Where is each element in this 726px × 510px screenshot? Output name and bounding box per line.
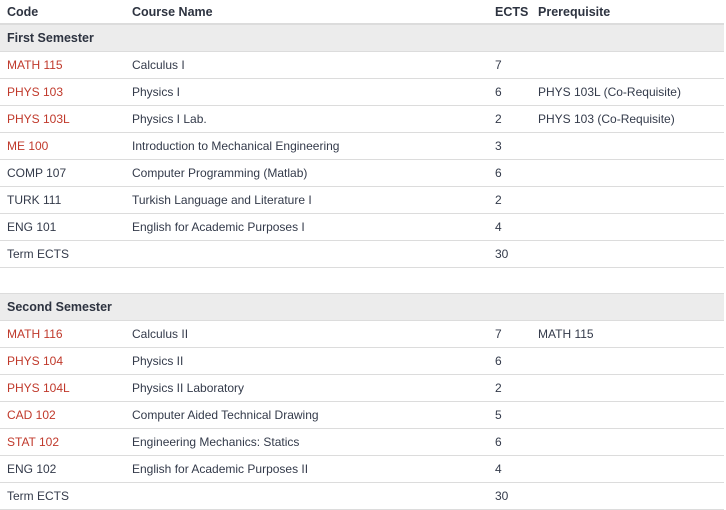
course-prerequisite	[531, 456, 724, 483]
course-ects: 2	[488, 375, 531, 402]
course-ects: 7	[488, 321, 531, 348]
header-course-name: Course Name	[125, 0, 488, 24]
term-ects-label: Term ECTS	[0, 241, 125, 268]
term-ects-row	[0, 241, 724, 268]
course-code-cell	[0, 402, 125, 429]
table-row	[0, 402, 724, 429]
course-prerequisite: PHYS 103 (Co-Requisite)	[531, 106, 724, 133]
course-prerequisite	[531, 133, 724, 160]
course-code-cell	[0, 106, 125, 133]
course-code-cell	[0, 133, 125, 160]
course-ects: 4	[488, 456, 531, 483]
course-name: Introduction to Mechanical Engineering	[125, 133, 488, 160]
term-ects-row	[0, 483, 724, 510]
course-prerequisite	[531, 214, 724, 241]
header-code: Code	[0, 0, 125, 24]
table-row	[0, 79, 724, 106]
semester-spacer	[0, 268, 724, 294]
course-code-link[interactable]: STAT 102	[7, 435, 60, 449]
semester-header-row	[0, 294, 724, 321]
course-prerequisite: MATH 115	[531, 321, 724, 348]
course-code-link[interactable]: PHYS 104L	[7, 381, 70, 395]
term-ects-empty	[531, 241, 724, 268]
course-code-cell	[0, 187, 125, 214]
table-row	[0, 52, 724, 79]
table-row	[0, 321, 724, 348]
course-name: Computer Aided Technical Drawing	[125, 402, 488, 429]
course-code-cell	[0, 52, 125, 79]
course-name: Calculus I	[125, 52, 488, 79]
course-name: Turkish Language and Literature I	[125, 187, 488, 214]
table-body	[0, 24, 724, 510]
term-ects-value: 30	[488, 241, 531, 268]
semester-title: Second Semester	[0, 294, 724, 321]
course-code-cell	[0, 375, 125, 402]
table-row	[0, 456, 724, 483]
course-ects: 6	[488, 79, 531, 106]
header-prerequisite: Prerequisite	[531, 0, 724, 24]
course-prerequisite	[531, 402, 724, 429]
course-ects: 3	[488, 133, 531, 160]
semester-header-row	[0, 24, 724, 52]
table-row	[0, 214, 724, 241]
course-ects: 7	[488, 52, 531, 79]
term-ects-value: 30	[488, 483, 531, 510]
course-code: TURK 111	[7, 193, 62, 207]
course-name: Physics I	[125, 79, 488, 106]
course-name: Computer Programming (Matlab)	[125, 160, 488, 187]
table-header-row	[0, 0, 724, 24]
term-ects-label: Term ECTS	[0, 483, 125, 510]
course-code-cell	[0, 214, 125, 241]
course-code-cell	[0, 456, 125, 483]
course-prerequisite	[531, 348, 724, 375]
course-code: COMP 107	[7, 166, 67, 180]
table-row	[0, 375, 724, 402]
course-code: ENG 101	[7, 220, 57, 234]
table-row	[0, 429, 724, 456]
course-code: ENG 102	[7, 462, 57, 476]
course-name: English for Academic Purposes II	[125, 456, 488, 483]
course-code-link[interactable]: ME 100	[7, 139, 49, 153]
spacer-cell	[0, 268, 724, 294]
course-code-link[interactable]: PHYS 103	[7, 85, 64, 99]
course-code-link[interactable]: MATH 116	[7, 327, 63, 341]
table-row	[0, 106, 724, 133]
table-row	[0, 160, 724, 187]
course-ects: 4	[488, 214, 531, 241]
course-name: English for Academic Purposes I	[125, 214, 488, 241]
course-code-cell	[0, 79, 125, 106]
course-ects: 6	[488, 429, 531, 456]
course-code-cell	[0, 429, 125, 456]
course-code-cell	[0, 160, 125, 187]
course-name: Calculus II	[125, 321, 488, 348]
course-name: Physics I Lab.	[125, 106, 488, 133]
term-ects-empty	[531, 483, 724, 510]
term-ects-empty	[125, 241, 488, 268]
course-ects: 6	[488, 160, 531, 187]
semester-title: First Semester	[0, 24, 724, 52]
course-code-link[interactable]: CAD 102	[7, 408, 56, 422]
course-ects: 5	[488, 402, 531, 429]
course-code-cell	[0, 348, 125, 375]
course-name: Engineering Mechanics: Statics	[125, 429, 488, 456]
course-prerequisite	[531, 429, 724, 456]
course-prerequisite	[531, 187, 724, 214]
header-ects: ECTS	[488, 0, 531, 24]
table-row	[0, 348, 724, 375]
table-row	[0, 133, 724, 160]
course-code-link[interactable]: PHYS 103L	[7, 112, 70, 126]
course-name: Physics II Laboratory	[125, 375, 488, 402]
course-code-link[interactable]: PHYS 104	[7, 354, 64, 368]
term-ects-empty	[125, 483, 488, 510]
course-prerequisite	[531, 375, 724, 402]
course-name: Physics II	[125, 348, 488, 375]
course-prerequisite: PHYS 103L (Co-Requisite)	[531, 79, 724, 106]
course-ects: 6	[488, 348, 531, 375]
table-row	[0, 187, 724, 214]
course-code-link[interactable]: MATH 115	[7, 58, 63, 72]
course-ects: 2	[488, 187, 531, 214]
course-prerequisite	[531, 160, 724, 187]
course-prerequisite	[531, 52, 724, 79]
course-ects: 2	[488, 106, 531, 133]
course-code-cell	[0, 321, 125, 348]
